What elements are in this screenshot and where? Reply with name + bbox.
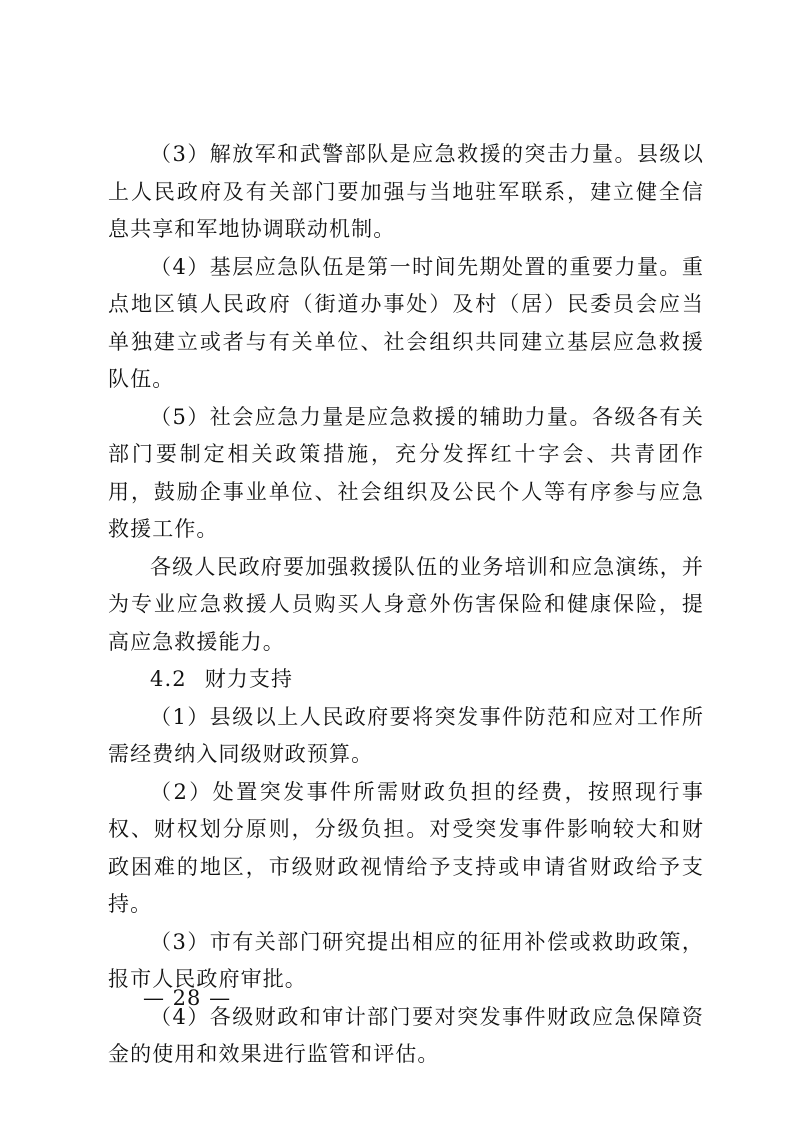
page-number: — 28 —: [143, 986, 232, 1010]
section-title: 财力支持: [204, 667, 294, 691]
body-text: [108, 136, 704, 1074]
paragraph-grassroots-teams: （4）基层应急队伍是第一时间先期处置的重要力量。重点地区镇人民政府（街道办事处）及村（居）民委员会应当单独建立或者与有关单位、社会组织共同建立基层应急救援队伍。: [108, 254, 704, 391]
paragraph-training-insurance: 各级人民政府要加强救援队伍的业务培训和应急演练，并为专业应急救援人员购买人身意外伤害保险和健康保险，提高应急救援能力。: [108, 554, 704, 654]
paragraph-funding-responsibility: （2）处置突发事件所需财政负担的经费，按照现行事权、财权划分原则，分级负担。对受突发事件影响较大和财政困难的地区，市级财政视情给予支持或申请省财政给予支持。: [108, 779, 704, 916]
paragraph-audit-supervision: （4）各级财政和审计部门要对突发事件财政应急保障资金的使用和效果进行监管和评估。: [108, 1004, 704, 1066]
paragraph-social-forces: （5）社会应急力量是应急救援的辅助力量。各级各有关部门要制定相关政策措施，充分发挥红十字会、共青团作用，鼓励企事业单位、社会组织及公民个人等有序参与应急救援工作。: [108, 404, 704, 541]
paragraph-compensation-policy: （3）市有关部门研究提出相应的征用补偿或救助政策，报市人民政府审批。: [108, 929, 704, 991]
section-heading: [108, 661, 704, 699]
paragraph-pla-armed-police: （3）解放军和武警部队是应急救援的突击力量。县级以上人民政府及有关部门要加强与当地驻军联系，建立健全信息共享和军地协调联动机制。: [108, 142, 704, 241]
section-number: 4.2: [150, 667, 187, 691]
paragraph-budget: （1）县级以上人民政府要将突发事件防范和应对工作所需经费纳入同级财政预算。: [108, 704, 704, 766]
